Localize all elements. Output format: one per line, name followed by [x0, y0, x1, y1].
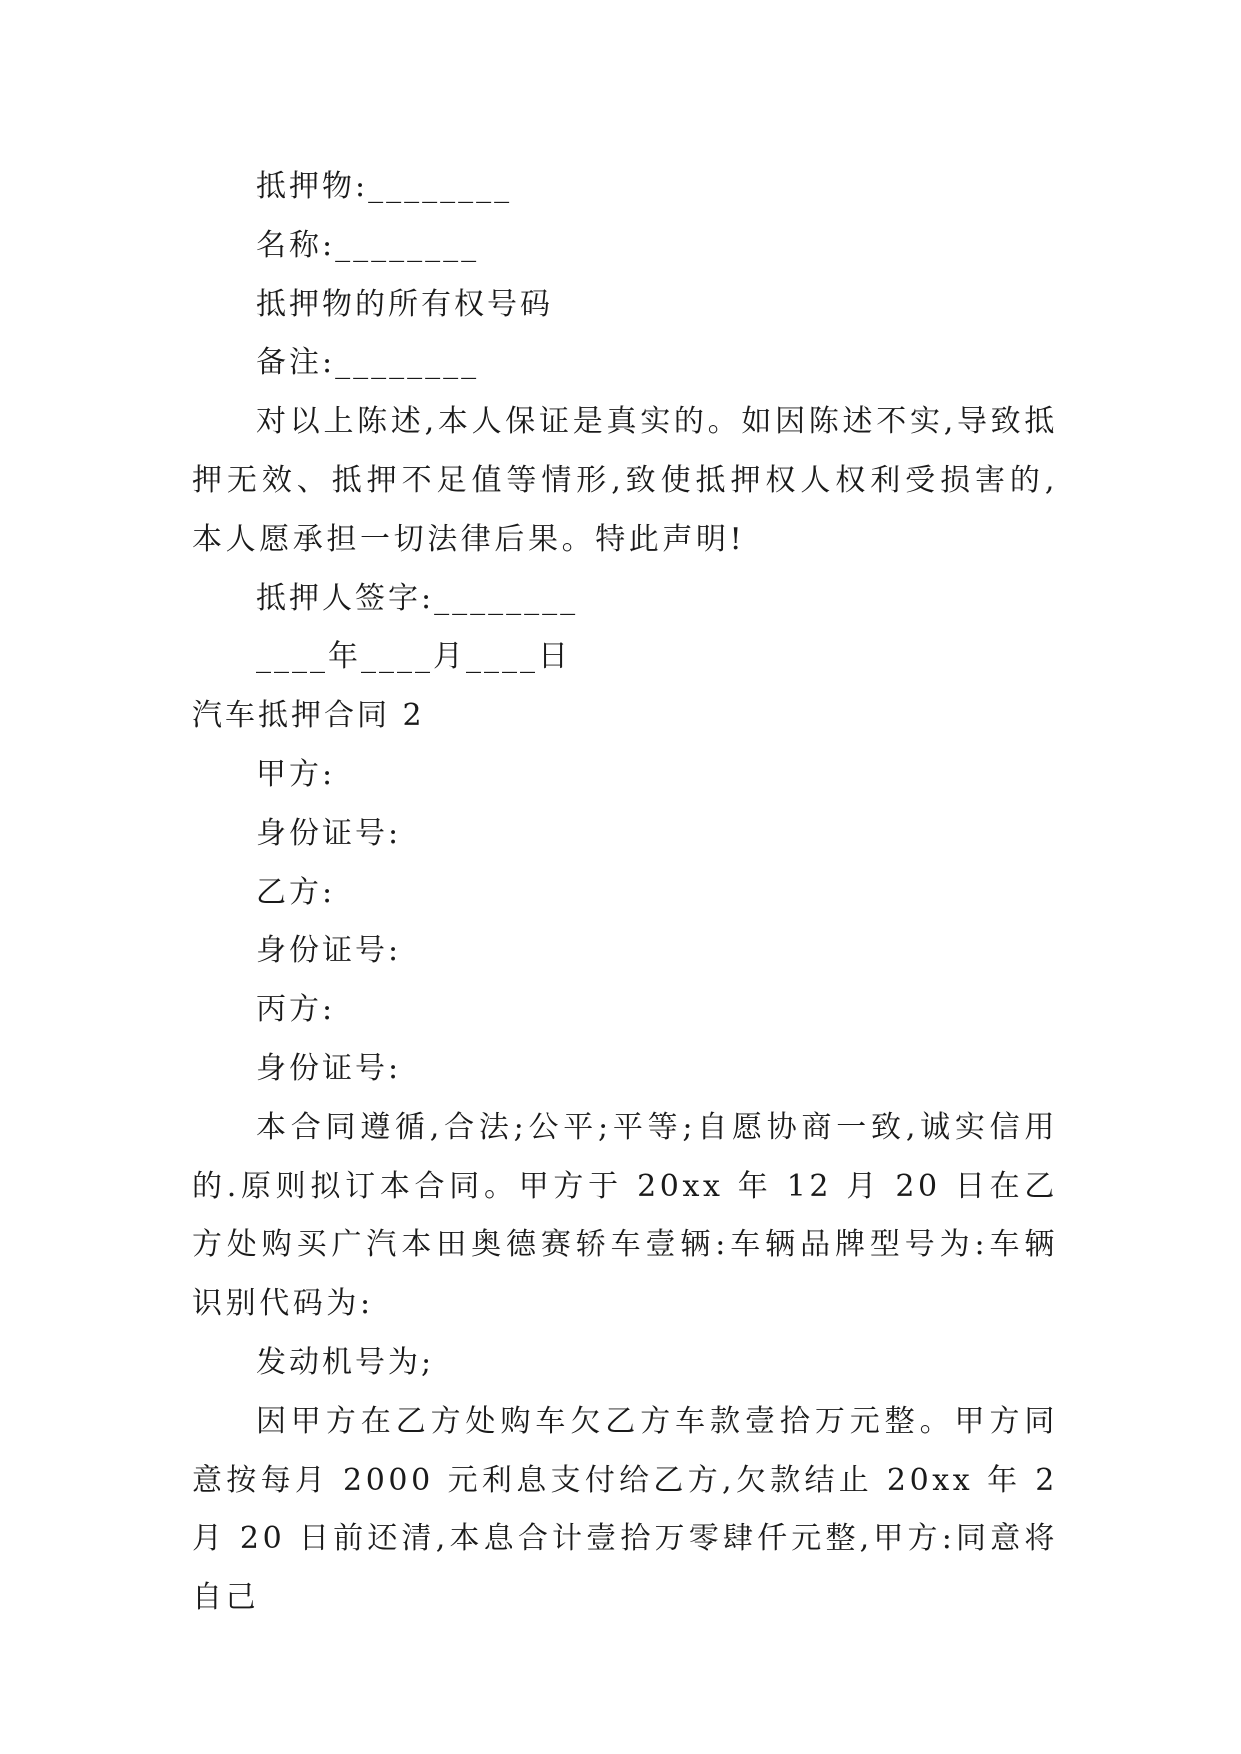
debt-paragraph: 因甲方在乙方处购车欠乙方车款壹拾万元整。甲方同意按每月 2000 元利息支付给乙方,欠款结止 20xx 年 2 月 20 日前还清,本息合计壹拾万零肆仟元整,甲方:同意将自己 — [192, 1403, 1058, 1616]
party-c-id-line: 身份证号: — [256, 1050, 402, 1086]
section-title: 汽车抵押合同 2 — [192, 698, 425, 734]
signature-line: 抵押人签字:________ — [256, 580, 579, 616]
party-c-line: 丙方: — [256, 992, 336, 1028]
contract-paragraph: 本合同遵循,合法;公平;平等;自愿协商一致,诚实信用的.原则拟订本合同。甲方于 20xx 年 12 月 20 日在乙方处购买广汽本田奥德赛轿车壹辆:车辆品牌型号为:车辆识别代码为: — [192, 1109, 1058, 1322]
name-line: 名称:________ — [256, 227, 480, 263]
engine-number-line: 发动机号为; — [256, 1344, 435, 1380]
party-b-line: 乙方: — [256, 874, 336, 910]
document-body — [192, 158, 1058, 1628]
party-b-id-line: 身份证号: — [256, 933, 402, 969]
collateral-line: 抵押物:________ — [256, 169, 513, 204]
party-a-line: 甲方: — [256, 756, 336, 792]
date-line: ____年____月____日 — [256, 639, 571, 675]
statement-paragraph: 对以上陈述,本人保证是真实的。如因陈述不实,导致抵押无效、抵押不足值等情形,致使抵押权人权利受损害的,本人愿承担一切法律后果。特此声明! — [192, 404, 1058, 557]
ownership-number-line: 抵押物的所有权号码 — [256, 286, 553, 322]
remarks-line: 备注:________ — [256, 345, 480, 381]
party-a-id-line: 身份证号: — [256, 815, 402, 851]
